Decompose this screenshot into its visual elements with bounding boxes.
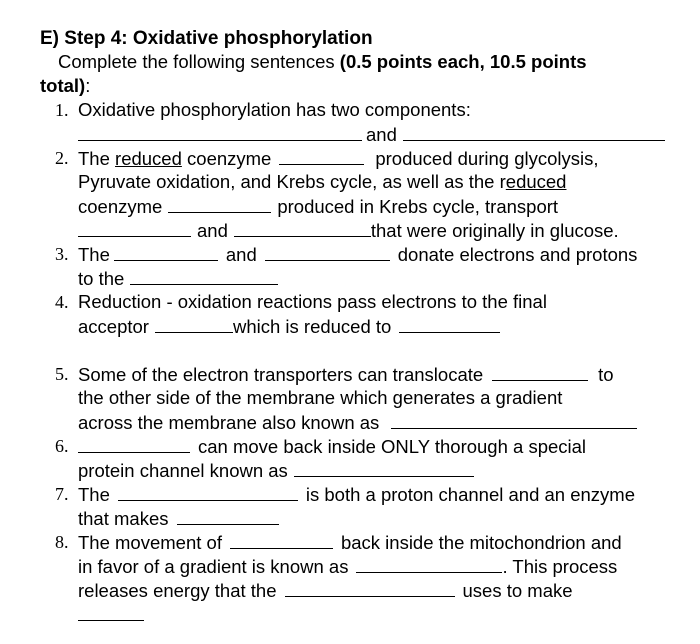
q2-line-4 [78, 218, 619, 243]
instructions-text: Complete the following sentences [58, 51, 340, 72]
q8-line-3 [78, 578, 573, 603]
q3-blank-1[interactable] [114, 242, 218, 261]
q3-line-2 [78, 266, 278, 291]
q6-line-1 [78, 434, 586, 459]
q8-blank-1[interactable] [230, 530, 333, 549]
q3-blank-3[interactable] [130, 266, 278, 285]
q4-line-2 [78, 314, 500, 339]
instructions-line-1 [58, 50, 587, 74]
q5-line-1-text: Some of the electron transporters can translocate [78, 364, 484, 385]
q6-blank-2[interactable] [294, 458, 474, 477]
q2-blank-2[interactable] [168, 194, 271, 213]
q3-line-1 [78, 242, 637, 267]
q5-line-2: the other side of the membrane which generates a gradient [78, 387, 563, 408]
instructions-colon: : [85, 75, 91, 96]
question-number-8: 8. [55, 532, 69, 552]
q7-blank-1[interactable] [118, 482, 298, 501]
q5-line-1 [78, 362, 614, 387]
q1-blank-2[interactable] [403, 122, 665, 141]
q4-acceptor: acceptor [78, 316, 149, 337]
q1-line-1: Oxidative phosphorylation has two components: [78, 99, 471, 120]
points-total-text: total) [40, 75, 86, 96]
q2-reduced-underlined: reduced [115, 148, 182, 169]
q8-line-1 [78, 530, 622, 555]
q4-blank-1[interactable] [155, 314, 233, 333]
q7-that-makes: that makes [78, 508, 169, 529]
question-number-2: 2. [55, 148, 69, 168]
q6-line-2-text: protein channel known as [78, 460, 288, 481]
q3-to-the: to the [78, 268, 125, 289]
question-number-6: 6. [55, 436, 69, 456]
q3-blank-2[interactable] [265, 242, 390, 261]
q2-line-1 [78, 146, 599, 171]
q2-line-3-text: produced in Krebs cycle, transport [277, 196, 559, 217]
q5-to: to [598, 364, 614, 385]
q5-blank-2[interactable] [391, 410, 637, 429]
q2-reduced-underlined-2: educed [505, 171, 567, 192]
instructions-line-2 [40, 74, 90, 98]
q2-and: and [197, 220, 228, 241]
q8-line-1-text: back inside the mitochondrion and [340, 532, 622, 553]
q8-line-2 [78, 554, 617, 579]
q2-coenzyme: coenzyme [181, 148, 272, 169]
q2-blank-1[interactable] [279, 146, 364, 165]
question-number-4: 4. [55, 292, 69, 312]
question-number-5: 5. [55, 364, 69, 384]
q7-blank-2[interactable] [177, 506, 279, 525]
q6-line-2 [78, 458, 474, 483]
q2-line-4-text: that were originally in glucose. [370, 220, 619, 241]
q8-line-4 [78, 602, 144, 627]
q4-reduced-to: which is reduced to [232, 316, 392, 337]
q8-line-2-text: in favor of a gradient is known as [78, 556, 349, 577]
q8-blank-3[interactable] [285, 578, 455, 597]
q3-line-1-text: donate electrons and protons [397, 244, 638, 265]
q7-line-2 [78, 506, 279, 531]
q1-line-2 [78, 122, 665, 147]
q2-produced: produced during glycolysis, [375, 148, 599, 169]
q8-blank-4[interactable] [78, 602, 144, 621]
q7-line-1 [78, 482, 635, 507]
q3-and: and [225, 244, 257, 265]
q2-blank-4[interactable] [234, 218, 371, 237]
q8-uses-to-make: uses to make [462, 580, 573, 601]
q3-the: The [78, 244, 110, 265]
q2-line-2-text: Pyruvate oxidation, and Krebs cycle, as well as the r [78, 171, 506, 192]
q2-coenzyme-2: coenzyme [78, 196, 163, 217]
q4-blank-2[interactable] [399, 314, 500, 333]
q5-line-3 [78, 410, 637, 435]
q2-the: The [78, 148, 116, 169]
question-number-7: 7. [55, 484, 69, 504]
question-number-3: 3. [55, 244, 69, 264]
points-text: (0.5 points each, 10.5 points [339, 51, 587, 72]
q2-line-3 [78, 194, 558, 219]
q8-this-process: . This process [502, 556, 618, 577]
q8-line-3-text: releases energy that the [78, 580, 277, 601]
q1-blank-1[interactable] [78, 122, 362, 141]
q6-blank-1[interactable] [78, 434, 190, 453]
q8-blank-2[interactable] [356, 554, 502, 573]
q5-blank-1[interactable] [492, 362, 588, 381]
q2-line-2 [78, 170, 566, 194]
q7-line-1-text: is both a proton channel and an enzyme [305, 484, 636, 505]
q7-the: The [78, 484, 110, 505]
q5-line-3-text: across the membrane also known as [78, 412, 380, 433]
question-number-1: 1. [55, 100, 69, 120]
q4-line-1: Reduction - oxidation reactions pass electrons to the final [78, 291, 547, 312]
q2-blank-3[interactable] [78, 218, 191, 237]
q1-and: and [366, 124, 397, 145]
section-heading: E) Step 4: Oxidative phosphorylation [40, 28, 373, 49]
q6-line-1-text: can move back inside ONLY thorough a special [198, 436, 587, 457]
q8-movement-of: The movement of [78, 532, 222, 553]
